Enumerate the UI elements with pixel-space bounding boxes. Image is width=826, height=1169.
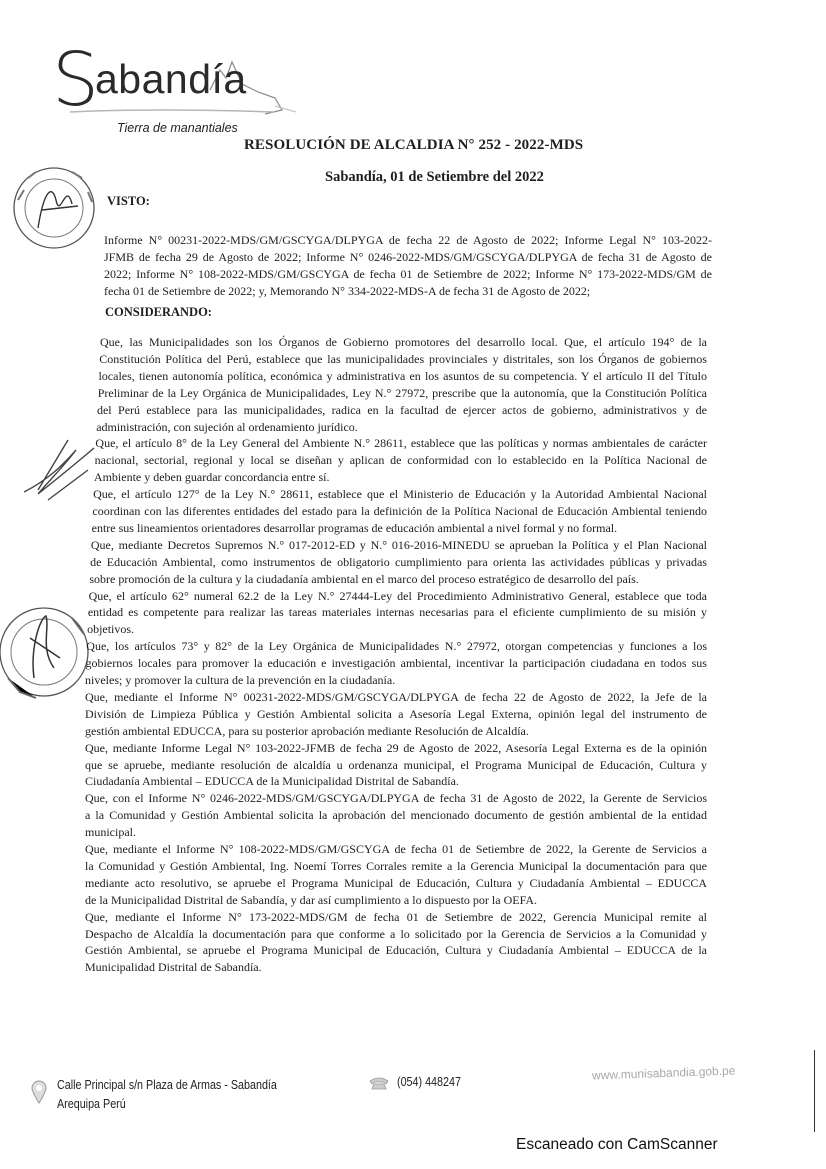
considerando-paragraph-start: Que, mediante Informe Legal N° 103-2022-JFMB de fecha 29 de Agosto de 2022, Asesoría Legal Externa es de la opinión bbox=[85, 740, 707, 755]
considerando-line: mediante acto resolutivo, se apruebe el Programa Municipal de Educación, Cultura y Ciudadanía Ambiental – EDUCCA bbox=[85, 875, 707, 890]
considerando-paragraph-start: Que, el artículo 8° de la Ley General del Ambiente N.° 28611, establece que las políticas y normas ambientales de carácter bbox=[95, 436, 707, 451]
considerando-line: a la Comunidad y Gestión Ambiental solicita la aprobación del mencionado documento de gestión ambiental de la entidad bbox=[85, 808, 707, 823]
considerando-paragraph-start: Que, mediante el Informe N° 00231-2022-MDS/GM/GSCYGA/DLPYGA de fecha 22 de Agosto de 2022, la Jefe de la bbox=[85, 689, 707, 704]
logo-initial: S bbox=[52, 37, 99, 123]
resolution-date: Sabandía, 01 de Setiembre del 2022 bbox=[325, 169, 544, 185]
considerando-line: de la Municipalidad Distrital de Sabandía, y dar así cumplimiento a lo dispuesto por la OEFA. bbox=[85, 892, 538, 907]
considerando-paragraph-start: Que, las Municipalidades son los Órganos de Gobierno promotores del desarrollo local. Que, el artículo 194° de la bbox=[100, 335, 707, 349]
scan-edge-line bbox=[814, 1050, 815, 1132]
considerando-line: municipal. bbox=[85, 825, 136, 840]
footer-phone: (054) 448247 bbox=[397, 1075, 461, 1089]
considerando-line: gestión ambiental EDUCCA, para su posterior aprobación mediante Resolución de Alcaldía. bbox=[85, 723, 529, 738]
considerando-paragraph-start: Que, mediante Decretos Supremos N.° 017-2012-ED y N.° 016-2016-MINEDU se aprueban la Política y el Plan Nacional bbox=[90, 537, 707, 552]
considerando-line: que se apruebe, mediante resolución de alcaldía u ordenanza municipal, el Programa Municipal de Educación, Cultura y bbox=[85, 757, 707, 772]
footer-website[interactable]: www.munisabandia.gob.pe bbox=[591, 1063, 736, 1083]
considerando-line: la Comunidad y Gestión Ambiental, Ing. Noemí Torres Corrales remite a la Gerencia Municipal la documentación para que bbox=[85, 858, 707, 873]
visto-line: fecha 01 de Setiembre de 2022; y, Memorando N° 334-2022-MDS-A de fecha 31 de Agosto de 2022; bbox=[104, 284, 591, 298]
considerando-line: entre sus lineamientos orientadores desarrollar programas de educación ambiental a nivel formal y no formal. bbox=[91, 520, 618, 535]
considerando-paragraph-start: Que, el artículo 127° de la Ley N.° 28611, establece que el Ministerio de Educación y la Autoridad Ambiental Nacional bbox=[93, 487, 707, 502]
footer-address-line2: Arequipa Perú bbox=[57, 1097, 126, 1111]
municipal-seal-stamp-icon bbox=[8, 160, 108, 260]
logo-tagline: Tierra de manantiales bbox=[117, 121, 238, 135]
visto-heading: VISTO: bbox=[107, 194, 150, 208]
telephone-icon bbox=[369, 1076, 389, 1090]
considerando-line: Municipalidad Distrital de Sabandía. bbox=[85, 960, 262, 975]
considerando-line: administración, con sujeción al ordenamiento jurídico. bbox=[96, 419, 358, 434]
considerando-line: Ambiente y deben guardar concordancia entre sí. bbox=[93, 470, 330, 485]
considerando-line: Gestión Ambiental, se apruebe el Programa Municipal de Educación, Cultura y Ciudadanía Ambiental – EDUCCA de la bbox=[85, 943, 707, 958]
resolution-title: RESOLUCIÓN DE ALCALDIA N° 252 - 2022-MDS bbox=[244, 137, 584, 153]
considerando-heading: CONSIDERANDO: bbox=[105, 305, 212, 319]
considerando-line: Constitución Política del Perú, establece que las municipalidades provinciales y distritales, son los Órganos de gobiernos bbox=[99, 351, 707, 366]
considerando-paragraph-start: Que, mediante el Informe N° 108-2022-MDS/GM/GSCYGA de fecha 01 de Setiembre de 2022, la Gerente de Servicios a bbox=[85, 842, 707, 856]
visto-line: 2022; Informe N° 108-2022-MDS/GM/GSCYGA de fecha 01 de Setiembre de 2022; Informe N° 173-2022-MDS/GM de bbox=[104, 267, 712, 281]
considerando-line: del Perú establece para las municipalidades, radica en la facultad de ejercer actos de gobierno, administrativos y de bbox=[96, 402, 707, 417]
visto-line: JFMB de fecha 29 de Agosto de 2022; Informe N° 0246-2022-MDS/GM/GSCYGA/DLPYGA de fecha 31 de Agosto de bbox=[104, 250, 712, 264]
camscanner-watermark: Escaneado con CamScanner bbox=[516, 1136, 718, 1153]
logo-name: abandía bbox=[95, 56, 247, 102]
considerando-line: sobre promoción de la cultura y la ciudadanía ambiental en el marco del proceso estratégico de desarrollo del país. bbox=[89, 571, 639, 586]
considerando-line: niveles; y promover la cultura de la prevención en la ciudadanía. bbox=[85, 673, 396, 687]
considerando-line: coordinan con las diferentes entidades del estado para la definición de la Política Nacional de Educación Ambiental teniendo bbox=[92, 504, 707, 518]
considerando-line: Despacho de Alcaldía la documentación para que conforme a lo solicitado por la Gerencia de Servicios a la Comunidad y bbox=[85, 926, 707, 941]
considerando-paragraph-start: Que, con el Informe N° 0246-2022-MDS/GM/GSCYGA/DLPYGA de fecha 31 de Agosto de 2022, la Gerente de Servicios bbox=[85, 791, 707, 806]
considerando-line: Ciudadanía Ambiental – EDUCCA de la Municipalidad Distrital de Sabandía. bbox=[85, 774, 459, 789]
considerando-line: gobiernos locales para promover la educación e investigación ambiental, incentivar la participación ciudadana en todos sus bbox=[85, 656, 707, 671]
considerando-line: Preliminar de la Ley Orgánica de Municipalidades, Ley N.° 27972, prescribe que la autonomía, que la Constitución Política bbox=[97, 385, 707, 400]
considerando-line: de Educación Ambiental, como instrumentos de obligatorio cumplimiento para orienta las actividades públicas y privadas bbox=[90, 554, 707, 569]
considerando-line: objetivos. bbox=[87, 622, 135, 637]
considerando-line: locales, tienen autonomía política, económica y administrativa en los asuntos de su competencia. Y el artículo II del Título bbox=[98, 368, 707, 383]
considerando-line: entidad es competente para realizar las tareas materiales internas necesarias para el eficiente cumplimiento de su misión y bbox=[87, 605, 707, 620]
footer-address-line1: Calle Principal s/n Plaza de Armas - Sabandía bbox=[57, 1078, 277, 1092]
visto-line: Informe N° 00231-2022-MDS/GM/GSCYGA/DLPYGA de fecha 22 de Agosto de 2022; Informe Legal N° 103-2022- bbox=[104, 233, 712, 247]
considerando-paragraph-start: Que, mediante el Informe N° 173-2022-MDS/GM de fecha 01 de Setiembre de 2022, Gerencia Municipal remite al bbox=[85, 909, 707, 924]
considerando-line: División de Limpieza Pública y Gestión Ambiental solicita a Asesoría Legal Externa, opinión legal del instrumento de bbox=[85, 706, 707, 721]
considerando-paragraph-start: Que, los artículos 73° y 82° de la Ley Orgánica de Municipalidades N.° 27972, otorgan competencias y funciones a los bbox=[86, 639, 707, 654]
considerando-paragraph-start: Que, el artículo 62° numeral 62.2 de la Ley N.° 27444-Ley del Procedimiento Administrativo General, establece que toda bbox=[88, 588, 707, 603]
map-pin-icon bbox=[31, 1080, 47, 1104]
considerando-line: nacional, sectorial, regional y local se diseñan y aplican de conformidad con lo establecido en la Política Nacional de bbox=[94, 453, 707, 468]
